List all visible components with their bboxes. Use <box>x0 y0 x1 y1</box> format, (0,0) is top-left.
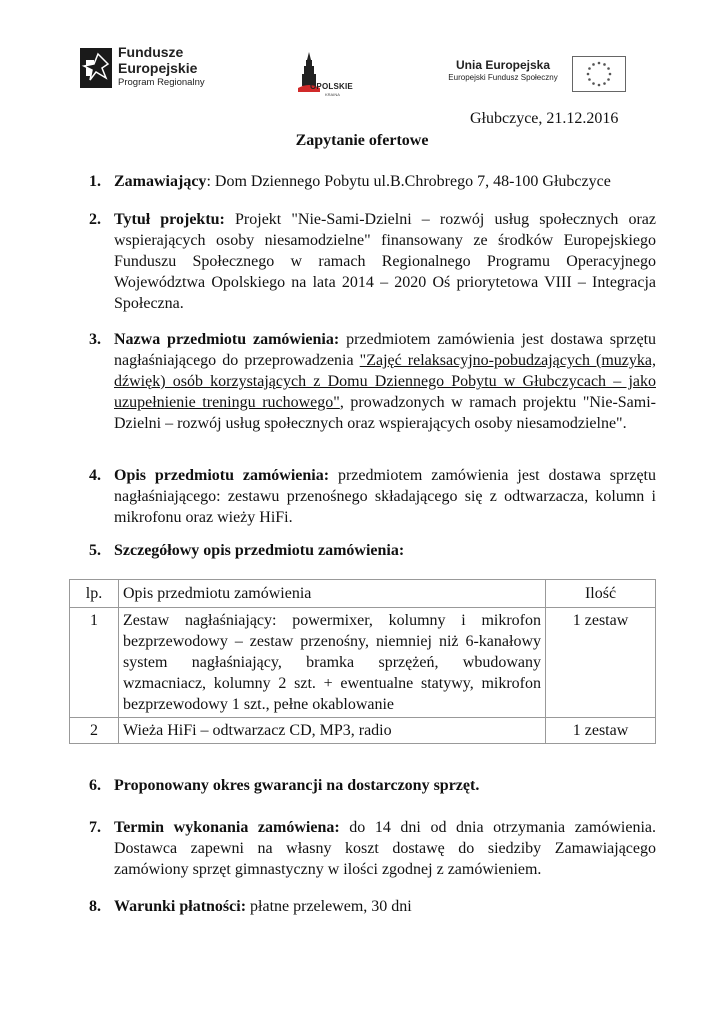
section-2-text: Projekt "Nie-Sami-Dzielni – rozwój usług społecznych oraz wspierających osoby niesamodzielne" finansowany ze środków Europejskiego Funduszu Społecznego w ramach Regionalnego Programu Operacyjnego Województwa Opolskiego na lata 2014 – 2020 Oś priorytetowa VIII – Integracja Społeczna. <box>114 211 657 312</box>
eu-star-icon <box>592 82 595 85</box>
section-8-number: 8. <box>89 898 101 915</box>
section-4-label: Opis przedmiotu zamówienia: <box>114 467 330 484</box>
fundusze-europejskie-logo <box>80 44 240 98</box>
ue-logo-line1: Unia Europejska <box>455 58 551 72</box>
section-7-text: do 14 dni od dnia otrzymania zamówienia. Dostawca zapewni na własny koszt dostawę do siedziby Zamawiającego zamówiony sprzęt gimnastyczny w ilości zgodnej z zamówieniem. <box>114 819 656 878</box>
eu-star-icon <box>588 67 591 70</box>
unia-europejska-logo <box>442 56 632 96</box>
eu-flag-icon <box>572 56 626 92</box>
section-3-label: Nazwa przedmiotu zamówienia: <box>114 331 340 348</box>
section-3-text-a: przedmiotem zamówienia jest dostawa sprzętu nagłaśniającego do przeprowadzenia <box>114 331 657 369</box>
opolskie-logo <box>292 50 364 100</box>
section-1-text: : Dom Dziennego Pobytu ul.B.Chrobrego 7, 48-100 Głubczyce <box>206 173 611 190</box>
eu-star-icon <box>607 67 610 70</box>
ue-logo-line2: Europejski Fundusz Społeczny <box>448 73 558 82</box>
row-1-lp: 1 <box>70 608 119 718</box>
opolskie-logo-sub: KRAINA <box>325 92 340 97</box>
section-5 <box>89 540 656 561</box>
table-row <box>70 718 656 744</box>
section-1 <box>89 171 656 192</box>
row-2-quantity: 1 zestaw <box>546 718 656 744</box>
fe-logo-line1: Fundusze <box>118 44 184 60</box>
section-7-number: 7. <box>89 819 101 836</box>
header-lp: lp. <box>70 580 119 608</box>
header-quantity: Ilość <box>546 580 656 608</box>
section-6-body <box>114 775 656 796</box>
section-2-body <box>114 209 656 314</box>
section-6 <box>89 775 656 796</box>
section-8-body <box>114 896 656 917</box>
section-8 <box>89 896 656 917</box>
section-3-text-underlined: "Zajęć relaksacyjno-pobudzających (muzyka, dźwięk) osób korzystających z Domu Dziennego Pobytu w Głubczycach – jako uzupełnienie treningu ruchowego" <box>114 352 656 411</box>
fe-logo-line2: Europejskie <box>118 60 198 76</box>
section-3-number: 3. <box>89 331 101 348</box>
section-6-label: Proponowany okres gwarancji na dostarczony sprzęt. <box>114 777 480 794</box>
fe-logo-line3: Program Regionalny <box>118 77 205 88</box>
section-7 <box>89 817 656 880</box>
section-3-text-b: , prowadzonych w ramach projektu "Nie-Sami-Dzielni – rozwój usług społecznych oraz wspierających osoby niesamodzielne". <box>114 394 656 432</box>
table-row <box>70 608 656 718</box>
section-8-text: płatne przelewem, 30 dni <box>246 898 412 915</box>
section-7-label: Termin wykonania zamówiena: <box>114 819 340 836</box>
eu-star-icon <box>603 82 606 85</box>
fe-logo-icon <box>80 48 112 88</box>
section-8-label: Warunki płatności: <box>114 898 247 915</box>
section-6-number: 6. <box>89 777 101 794</box>
section-5-number: 5. <box>89 542 101 559</box>
section-4-body <box>114 465 656 528</box>
section-2 <box>89 209 656 314</box>
eu-star-icon <box>588 78 591 81</box>
row-2-lp: 2 <box>70 718 119 744</box>
row-1-description: Zestaw nagłaśniający: powermixer, kolumny i mikrofon bezprzewodowy – zestaw przenośny, niemniej niż 6-kanałowy system nagłaśniający, bramka sprzężeń, wbudowany wzmacniacz, kolumny 2 szt. + ewentualne statywy, mikrofon bezprzewodowy 1 szt., pełne okablowanie <box>119 608 546 718</box>
eu-star-icon <box>587 73 590 76</box>
fe-logo-text <box>118 44 205 90</box>
eu-star-icon <box>603 63 606 66</box>
header-description: Opis przedmiotu zamówienia <box>119 580 546 608</box>
section-1-body <box>114 171 656 192</box>
document-title: Zapytanie ofertowe <box>295 132 429 149</box>
section-5-label: Szczegółowy opis przedmiotu zamówienia: <box>114 542 405 559</box>
eu-star-icon <box>609 73 612 76</box>
eu-star-icon <box>592 63 595 66</box>
opolskie-logo-text: OPOLSKIE <box>310 82 353 91</box>
row-1-quantity: 1 zestaw <box>546 608 656 718</box>
order-items-table <box>69 579 656 744</box>
section-4-number: 4. <box>89 467 101 484</box>
section-1-number: 1. <box>89 173 101 190</box>
section-2-number: 2. <box>89 211 101 228</box>
section-3 <box>89 329 656 434</box>
eu-star-icon <box>598 62 601 65</box>
section-5-body <box>114 540 656 561</box>
section-2-label: Tytuł projektu: <box>114 211 225 228</box>
table-header-row <box>70 580 656 608</box>
section-7-body <box>114 817 656 880</box>
eu-star-icon <box>607 78 610 81</box>
eu-star-icon <box>598 84 601 87</box>
document-date: Głubczyce, 21.12.2016 <box>470 110 619 127</box>
section-4 <box>89 465 656 528</box>
ue-logo-text <box>442 58 564 84</box>
row-2-description: Wieża HiFi – odtwarzacz CD, MP3, radio <box>119 718 546 744</box>
section-1-label: Zamawiający <box>114 173 207 190</box>
section-4-text: przedmiotem zamówienia jest dostawa sprzętu nagłaśniającego: zestawu przenośnego składającego się z odtwarzacza, kolumn i mikrofonu oraz wieży HiFi. <box>114 467 657 526</box>
section-3-body <box>114 329 656 434</box>
